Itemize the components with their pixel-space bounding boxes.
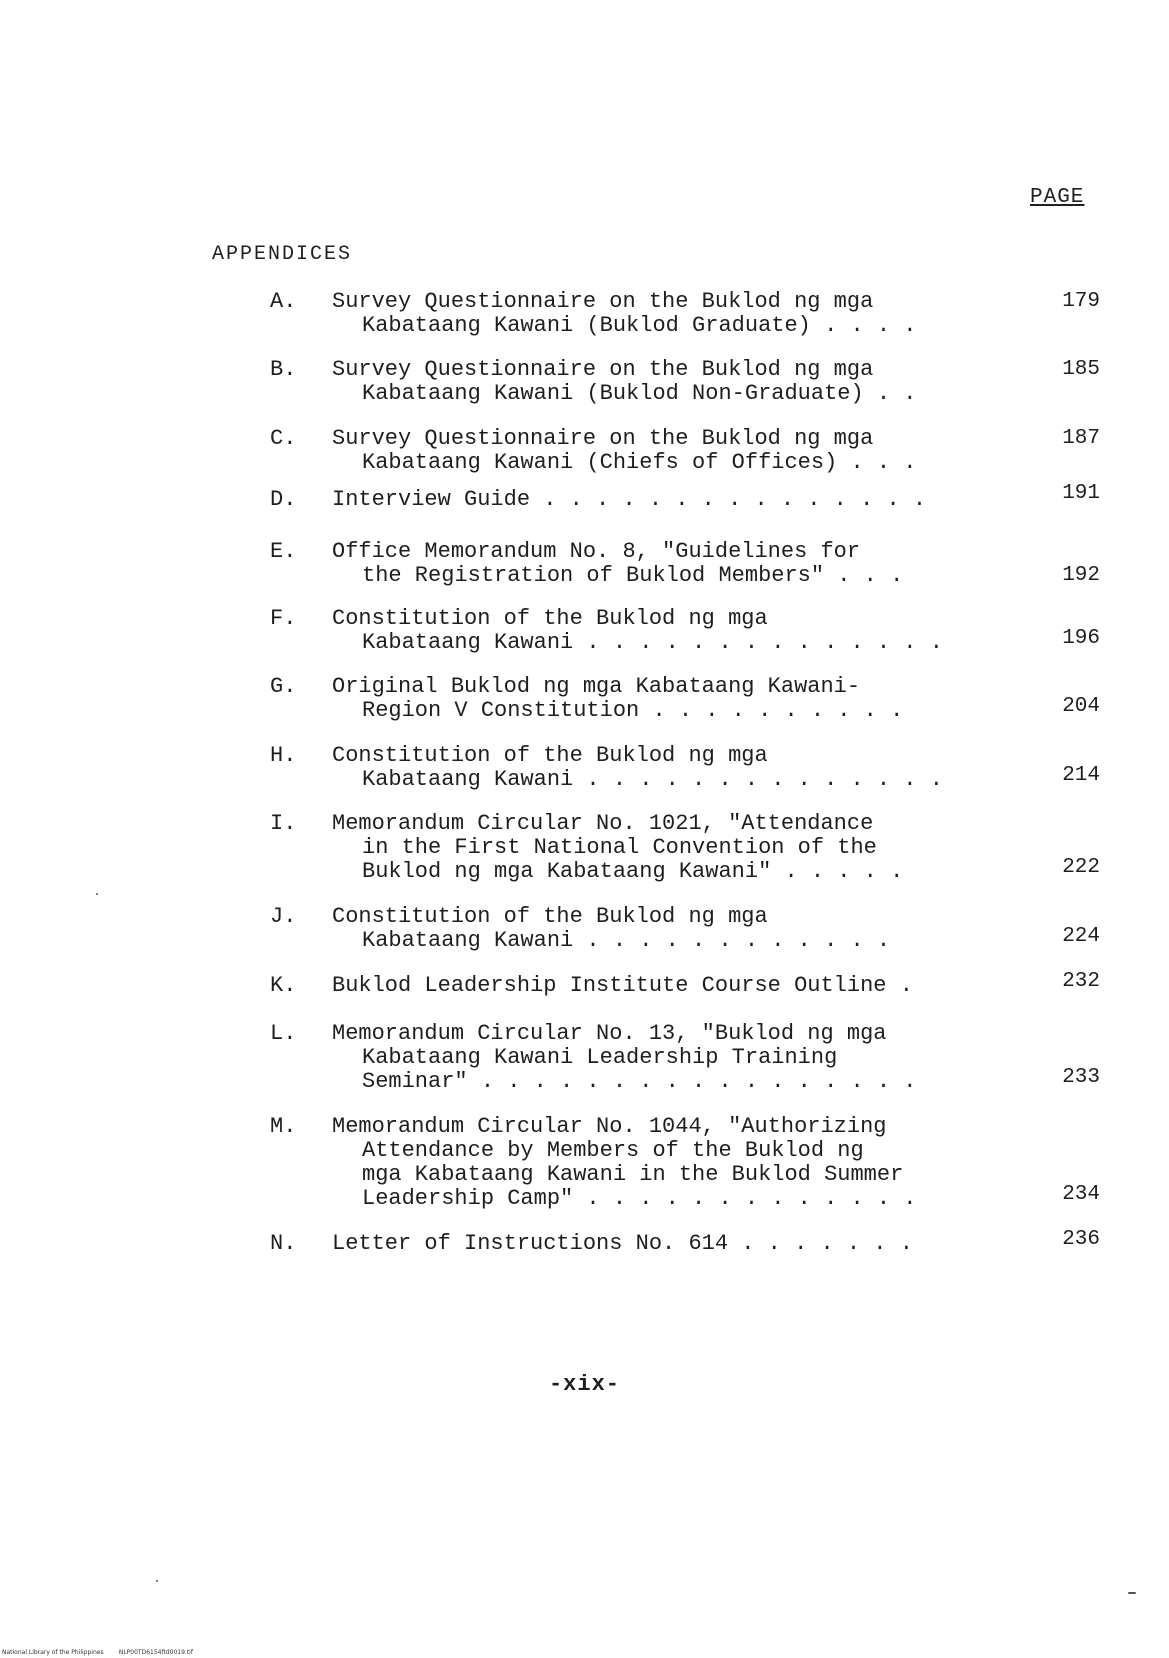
page-folio: -xix- [548, 1372, 620, 1397]
entry-line: Seminar" . . . . . . . . . . . . . . . . . [362, 1069, 917, 1094]
scan-footer [2, 1649, 193, 1656]
entry-page-number: 233 [1062, 1066, 1100, 1089]
entry-line: mga Kabataang Kawani in the Buklod Summer [362, 1162, 904, 1187]
entry-title [332, 290, 982, 338]
entry-letter: C. [270, 426, 297, 451]
entry-letter: L. [270, 1021, 297, 1046]
entry-line: Kabataang Kawani (Buklod Graduate) . . . . [362, 313, 917, 338]
entry-line: Kabataang Kawani (Buklod Non-Graduate) . . [362, 381, 917, 406]
entry-line: Interview Guide . . . . . . . . . . . . . . . [332, 487, 927, 512]
entry-title [332, 1022, 982, 1094]
entry-letter: K. [270, 973, 297, 998]
footer-library: National Library of the Philippines [2, 1649, 104, 1656]
entry-line: Kabataang Kawani . . . . . . . . . . . . . . [362, 767, 943, 792]
entry-page-number: 234 [1062, 1183, 1100, 1206]
entry-line: Buklod ng mga Kabataang Kawani" . . . . . [362, 859, 904, 884]
footer-filename: NLP00TD6154ftd0019.tif [118, 1649, 193, 1656]
entry-line: Letter of Instructions No. 614 . . . . . . . [332, 1231, 913, 1256]
entry-page-number: 196 [1062, 627, 1100, 650]
entry-letter: M. [270, 1114, 297, 1139]
entry-line: Memorandum Circular No. 13, "Buklod ng mga [332, 1021, 887, 1046]
entry-title [332, 488, 982, 512]
entry-title [332, 358, 982, 406]
entry-title [332, 905, 982, 953]
entry-title [332, 675, 982, 723]
entry-page-number: 224 [1062, 925, 1100, 948]
entry-title [332, 1115, 982, 1211]
entry-line: Constitution of the Buklod ng mga [332, 743, 768, 768]
entry-letter: G. [270, 674, 297, 699]
scan-speck [156, 1580, 158, 1582]
entry-line: Buklod Leadership Institute Course Outline . [332, 973, 913, 998]
entry-line: Leadership Camp" . . . . . . . . . . . . . [362, 1186, 917, 1211]
entry-page-number: 192 [1062, 564, 1100, 587]
entry-line: Constitution of the Buklod ng mga [332, 904, 768, 929]
entry-page-number: 214 [1062, 764, 1100, 787]
entry-title [332, 607, 982, 655]
entry-letter: I. [270, 811, 297, 836]
entry-letter: F. [270, 606, 297, 631]
entry-line: Kabataang Kawani . . . . . . . . . . . . [362, 928, 891, 953]
entry-line: Memorandum Circular No. 1044, "Authorizing [332, 1114, 887, 1139]
entry-page-number: 179 [1062, 290, 1100, 313]
entry-line: Constitution of the Buklod ng mga [332, 606, 768, 631]
entry-letter: J. [270, 904, 297, 929]
entry-letter: H. [270, 743, 297, 768]
entry-line: in the First National Convention of the [362, 835, 877, 860]
entry-line: Survey Questionnaire on the Buklod ng mga [332, 426, 874, 451]
entry-line: Survey Questionnaire on the Buklod ng mga [332, 357, 874, 382]
entry-letter: N. [270, 1231, 297, 1256]
entry-title [332, 1232, 982, 1256]
entry-line: Kabataang Kawani . . . . . . . . . . . . . . [362, 630, 943, 655]
entry-letter: D. [270, 487, 297, 512]
entry-line: Original Buklod ng mga Kabataang Kawani- [332, 674, 861, 699]
entry-page-number: 222 [1062, 856, 1100, 879]
entry-page-number: 232 [1062, 970, 1100, 993]
entry-title [332, 744, 982, 792]
entry-page-number: 236 [1062, 1228, 1100, 1251]
entry-title [332, 540, 982, 588]
entry-title [332, 812, 982, 884]
entry-line: the Registration of Buklod Members" . . . [362, 563, 904, 588]
entry-line: Region V Constitution . . . . . . . . . . [362, 698, 904, 723]
entry-line: Kabataang Kawani (Chiefs of Offices) . . . [362, 450, 917, 475]
section-title: APPENDICES [212, 243, 353, 266]
entry-letter: B. [270, 357, 297, 382]
entry-line: Attendance by Members of the Buklod ng [362, 1138, 864, 1163]
page-column-heading: PAGE [1030, 186, 1085, 209]
scan-speck [1128, 1592, 1136, 1594]
entry-line: Survey Questionnaire on the Buklod ng mga [332, 289, 874, 314]
entry-page-number: 204 [1062, 695, 1100, 718]
entry-page-number: 191 [1062, 482, 1100, 505]
entry-title [332, 974, 982, 998]
entry-letter: A. [270, 289, 297, 314]
entry-title [332, 427, 982, 475]
scan-speck [96, 893, 98, 895]
entry-line: Memorandum Circular No. 1021, "Attendance [332, 811, 874, 836]
entry-line: Kabataang Kawani Leadership Training [362, 1045, 838, 1070]
entry-page-number: 187 [1062, 427, 1100, 450]
entry-line: Office Memorandum No. 8, "Guidelines for [332, 539, 861, 564]
entry-letter: E. [270, 539, 297, 564]
entry-page-number: 185 [1062, 358, 1100, 381]
